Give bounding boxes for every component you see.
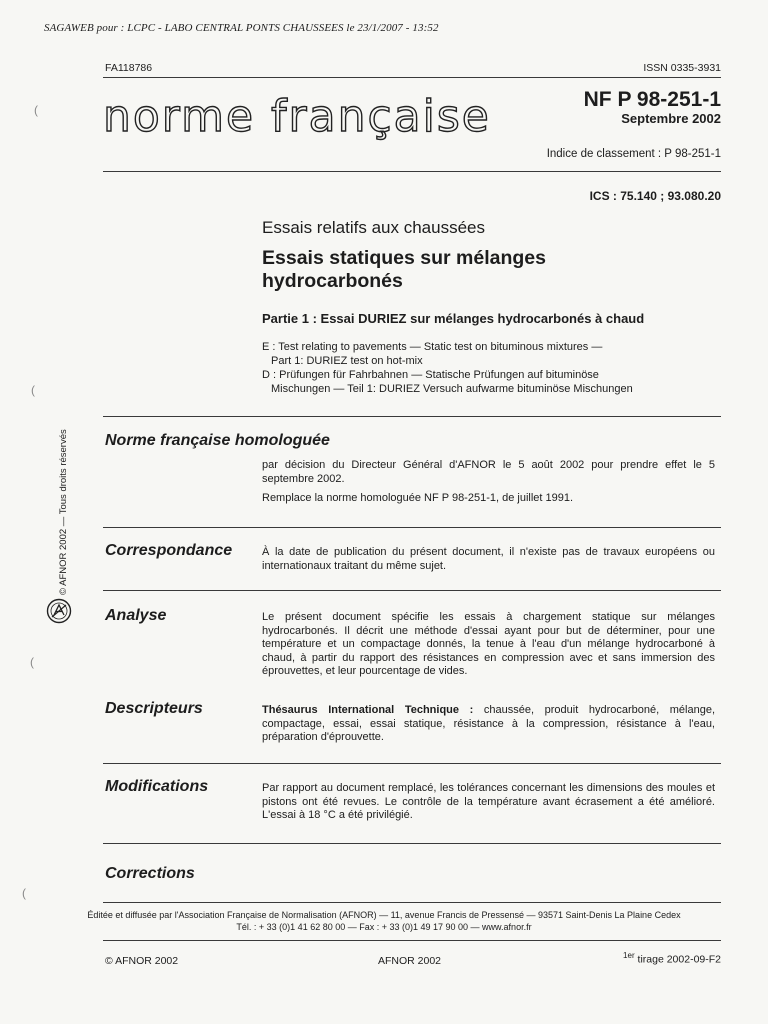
scan-mark: ( (34, 103, 38, 117)
footer-publisher: AFNOR 2002 (378, 955, 442, 967)
printing-ordinal: 1er (623, 951, 635, 960)
section-label-analyse: Analyse (105, 607, 167, 624)
descriptor-keywords: chaussée, produit hydrocarboné, mélange, compactage, essai, essai statique, résistance à la compression, résistance à l'eau, préparation d'éprouvette. (262, 704, 716, 743)
footer-divider (103, 940, 721, 941)
section-divider (103, 590, 721, 591)
english-translation-line-2: Part 1: DURIEZ test on hot-mix (271, 354, 423, 367)
document-subtitle: Essais relatifs aux chaussées (262, 218, 485, 237)
section-label-corrections: Corrections (105, 865, 195, 882)
fax-header: SAGAWEB pour : LCPC - LABO CENTRAL PONTS CHAUSSEES le 23/1/2007 - 13:52 (44, 22, 439, 34)
part-title: Partie 1 : Essai DURIEZ sur mélanges hydrocarbonés à chaud (262, 311, 645, 326)
section-text-descripteurs (262, 704, 715, 745)
section-label-homologuee: Norme française homologuée (105, 432, 330, 449)
english-translation-line-1: E : Test relating to pavements — Static test on bituminous mixtures — (262, 341, 603, 353)
footer-copyright: © AFNOR 2002 (105, 955, 179, 967)
standard-reference: NF P 98-251-1 (583, 88, 721, 111)
document-id: FA118786 (105, 62, 153, 74)
section-text-analyse: Le présent document spécifie les essais à chargement statique sur mélanges hydrocarbonés. Il décrit une méthode d'essai ayant pour but de déterminer, pour une température et un compactage donnés, la tenue à l'eau d'un mélange hydrocarboné à chaud, à partir du rapport des résistances en compression avec et sans immersion des éprouvettes, et leur pourcentage de vides. (262, 611, 715, 677)
footer-printing (623, 951, 721, 966)
publisher-info (0, 910, 768, 933)
section-divider (103, 843, 721, 844)
scan-mark: ( (22, 886, 26, 900)
scan-mark: ( (31, 383, 35, 397)
section-label-descripteurs: Descripteurs (105, 700, 203, 717)
section-text-correspondance: À la date de publication du présent document, il n'existe pas de travaux européens ou internationaux traitant du même sujet. (262, 546, 715, 572)
thesaurus-label: Thésaurus International Technique : (262, 704, 474, 716)
brand-logo-text: norme française (103, 91, 491, 142)
footer-divider (103, 902, 721, 903)
document-title (262, 247, 692, 293)
title-line-1: Essais statiques sur mélanges (262, 247, 546, 269)
german-translation-line-1: D : Prüfungen für Fahrbahnen — Statische Prüfungen auf bituminöse (262, 369, 599, 381)
section-divider (103, 527, 721, 528)
section-text-modifications: Par rapport au document remplacé, les tolérances concernant les dimensions des moules et pistons ont été revues. Le contrôle de la température avant écrasement a été amélioré. L'essai à 18 °C a été privilégié. (262, 782, 715, 821)
issn: ISSN 0335-3931 (643, 62, 721, 74)
publisher-address: Éditée et diffusée par l'Association Française de Normalisation (AFNOR) — 11, avenue Francis de Pressensé — 93571 Saint-Denis La Plaine Cedex (87, 910, 681, 920)
publication-date: Septembre 2002 (621, 111, 721, 126)
english-translation (262, 341, 602, 368)
brand-divider (103, 171, 721, 172)
printing-info: tirage 2002-09-F2 (634, 953, 721, 966)
scan-mark: ( (30, 655, 34, 669)
german-translation (262, 369, 633, 396)
section-divider (103, 416, 721, 417)
section-text-homologuee (262, 459, 715, 512)
title-line-2: hydrocarbonés (262, 270, 403, 292)
afnor-seal-icon (46, 598, 72, 624)
homologation-decision: par décision du Directeur Général d'AFNOR le 5 août 2002 pour prendre effet le 5 septembre 2002. (262, 459, 715, 485)
publisher-contact: Tél. : + 33 (0)1 41 62 80 00 — Fax : + 33 (0)1 49 17 90 00 — www.afnor.fr (236, 921, 532, 932)
rotated-copyright: © AFNOR 2002 — Tous droits réservés (58, 429, 69, 595)
classification-index: Indice de classement : P 98-251-1 (546, 148, 721, 160)
section-label-modifications: Modifications (105, 778, 209, 795)
section-label-correspondance: Correspondance (105, 542, 233, 559)
replaced-standard: Remplace la norme homologuée NF P 98-251-1, de juillet 1991. (262, 492, 574, 504)
header-divider (103, 77, 721, 78)
german-translation-line-2: Mischungen — Teil 1: DURIEZ Versuch aufwarme bituminöse Mischungen (271, 382, 633, 395)
ics-codes: ICS : 75.140 ; 93.080.20 (589, 189, 721, 203)
section-divider (103, 763, 721, 764)
